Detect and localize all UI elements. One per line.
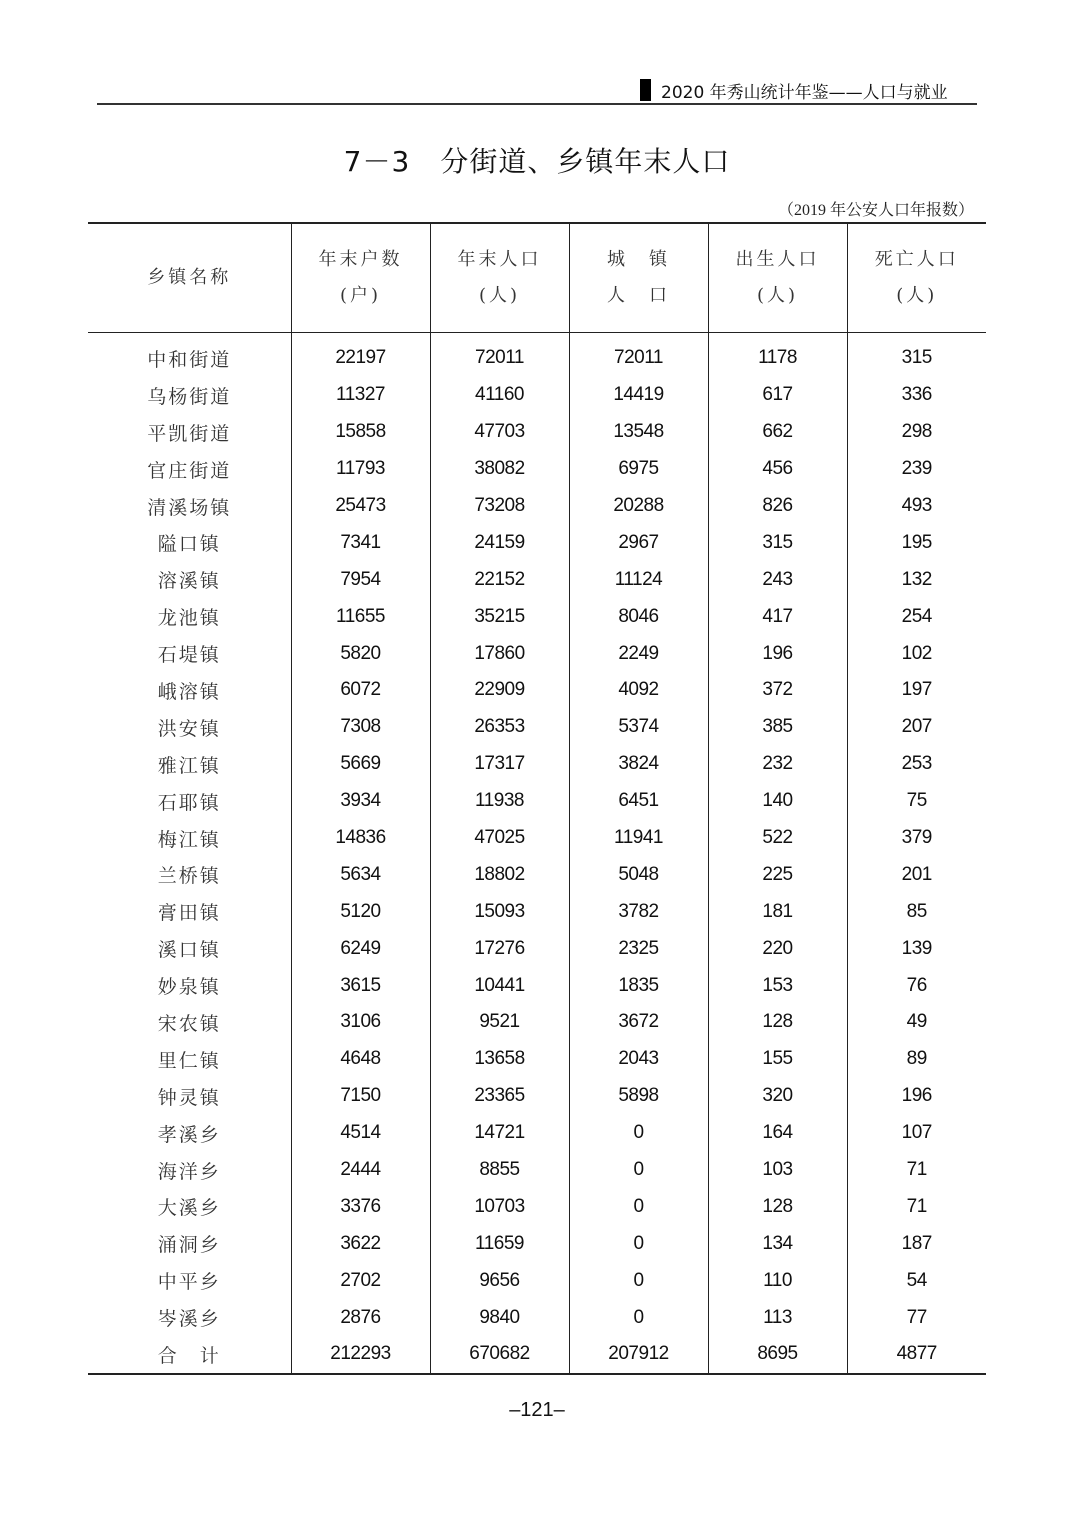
cell-births: 140 xyxy=(708,783,847,820)
cell-urban-population: 2043 xyxy=(569,1041,708,1078)
cell-population: 10703 xyxy=(430,1188,569,1225)
cell-deaths: 71 xyxy=(847,1152,986,1189)
cell-households: 3934 xyxy=(291,783,430,820)
cell-urban-population: 72011 xyxy=(569,333,708,377)
table-total-row xyxy=(88,1336,986,1374)
cell-deaths: 315 xyxy=(847,333,986,377)
cell-deaths: 139 xyxy=(847,930,986,967)
cell-population: 17276 xyxy=(430,930,569,967)
table-row xyxy=(88,1041,986,1078)
cell-households: 3622 xyxy=(291,1225,430,1262)
cell-town-name: 官庄街道 xyxy=(147,459,232,482)
table-row xyxy=(88,377,986,414)
cell-population: 15093 xyxy=(430,893,569,930)
cell-households: 25473 xyxy=(291,488,430,525)
cell-deaths: 298 xyxy=(847,414,986,451)
cell-population: 17860 xyxy=(430,635,569,672)
page-number: –121– xyxy=(509,1399,565,1421)
cell-households: 2876 xyxy=(291,1299,430,1336)
table-row xyxy=(88,709,986,746)
table-number: 7－3 xyxy=(343,145,411,178)
cell-households: 22197 xyxy=(291,333,430,377)
cell-population: 14721 xyxy=(430,1115,569,1152)
cell-urban-population: 5374 xyxy=(569,709,708,746)
table-row xyxy=(88,1078,986,1115)
table-title: 分街道、乡镇年末人口 xyxy=(440,145,731,178)
cell-population: 11659 xyxy=(430,1225,569,1262)
table-row xyxy=(88,524,986,561)
cell-town-name: 隘口镇 xyxy=(157,533,221,556)
cell-town-name: 中和街道 xyxy=(147,348,232,371)
cell-households: 5669 xyxy=(291,746,430,783)
table-row xyxy=(88,1225,986,1262)
cell-households: 212293 xyxy=(291,1336,430,1374)
cell-households: 4648 xyxy=(291,1041,430,1078)
cell-households: 2444 xyxy=(291,1152,430,1189)
cell-population: 17317 xyxy=(430,746,569,783)
cell-town-name: 钟灵镇 xyxy=(157,1086,221,1109)
cell-urban-population: 11124 xyxy=(569,561,708,598)
cell-deaths: 4877 xyxy=(847,1336,986,1374)
header-rule xyxy=(97,103,977,105)
cell-town-name: 溶溪镇 xyxy=(157,570,221,593)
cell-households: 15858 xyxy=(291,414,430,451)
cell-deaths: 197 xyxy=(847,672,986,709)
cell-town-name: 大溪乡 xyxy=(157,1197,221,1220)
cell-births: 522 xyxy=(708,820,847,857)
cell-population: 9840 xyxy=(430,1299,569,1336)
column-header-urban-population: 城 镇 人 口 xyxy=(569,223,708,333)
cell-deaths: 76 xyxy=(847,967,986,1004)
table-row xyxy=(88,672,986,709)
table-row xyxy=(88,783,986,820)
table-row xyxy=(88,856,986,893)
cell-population: 22909 xyxy=(430,672,569,709)
cell-deaths: 493 xyxy=(847,488,986,525)
cell-deaths: 207 xyxy=(847,709,986,746)
cell-population: 47025 xyxy=(430,820,569,857)
cell-urban-population: 0 xyxy=(569,1225,708,1262)
cell-town-name: 合 计 xyxy=(157,1344,221,1367)
cell-deaths: 336 xyxy=(847,377,986,414)
header-marker-block xyxy=(640,79,651,101)
cell-households: 4514 xyxy=(291,1115,430,1152)
cell-households: 11793 xyxy=(291,451,430,488)
cell-deaths: 239 xyxy=(847,451,986,488)
cell-households: 6249 xyxy=(291,930,430,967)
cell-households: 14836 xyxy=(291,820,430,857)
cell-town-name: 中平乡 xyxy=(157,1271,221,1294)
cell-town-name: 乌杨街道 xyxy=(147,385,232,408)
cell-households: 11655 xyxy=(291,598,430,635)
cell-urban-population: 0 xyxy=(569,1152,708,1189)
table-row xyxy=(88,746,986,783)
population-table xyxy=(88,222,986,1375)
cell-urban-population: 0 xyxy=(569,1299,708,1336)
cell-urban-population: 5048 xyxy=(569,856,708,893)
cell-households: 5120 xyxy=(291,893,430,930)
cell-births: 1178 xyxy=(708,333,847,377)
cell-households: 5634 xyxy=(291,856,430,893)
table-row xyxy=(88,1262,986,1299)
cell-deaths: 254 xyxy=(847,598,986,635)
cell-urban-population: 5898 xyxy=(569,1078,708,1115)
running-header xyxy=(640,78,948,102)
cell-town-name: 峨溶镇 xyxy=(157,680,221,703)
cell-births: 662 xyxy=(708,414,847,451)
table-row xyxy=(88,1004,986,1041)
cell-town-name: 溪口镇 xyxy=(157,939,221,962)
cell-deaths: 54 xyxy=(847,1262,986,1299)
cell-town-name: 孝溪乡 xyxy=(157,1123,221,1146)
cell-births: 320 xyxy=(708,1078,847,1115)
table-row xyxy=(88,1299,986,1336)
cell-population: 23365 xyxy=(430,1078,569,1115)
cell-births: 232 xyxy=(708,746,847,783)
cell-town-name: 涌洞乡 xyxy=(157,1234,221,1257)
cell-town-name: 宋农镇 xyxy=(157,1012,221,1035)
cell-births: 103 xyxy=(708,1152,847,1189)
cell-urban-population: 0 xyxy=(569,1115,708,1152)
cell-deaths: 195 xyxy=(847,524,986,561)
cell-deaths: 132 xyxy=(847,561,986,598)
cell-deaths: 107 xyxy=(847,1115,986,1152)
cell-deaths: 75 xyxy=(847,783,986,820)
cell-births: 243 xyxy=(708,561,847,598)
cell-deaths: 85 xyxy=(847,893,986,930)
cell-population: 24159 xyxy=(430,524,569,561)
cell-urban-population: 6975 xyxy=(569,451,708,488)
cell-town-name: 妙泉镇 xyxy=(157,976,221,999)
cell-urban-population: 2249 xyxy=(569,635,708,672)
cell-births: 315 xyxy=(708,524,847,561)
cell-population: 13658 xyxy=(430,1041,569,1078)
cell-urban-population: 13548 xyxy=(569,414,708,451)
cell-households: 3376 xyxy=(291,1188,430,1225)
cell-deaths: 196 xyxy=(847,1078,986,1115)
table-row xyxy=(88,561,986,598)
cell-births: 128 xyxy=(708,1188,847,1225)
cell-population: 22152 xyxy=(430,561,569,598)
cell-urban-population: 1835 xyxy=(569,967,708,1004)
column-header-town: 乡镇名称 xyxy=(147,267,232,288)
cell-population: 11938 xyxy=(430,783,569,820)
cell-deaths: 89 xyxy=(847,1041,986,1078)
table-row xyxy=(88,967,986,1004)
cell-deaths: 187 xyxy=(847,1225,986,1262)
cell-population: 18802 xyxy=(430,856,569,893)
cell-births: 153 xyxy=(708,967,847,1004)
cell-town-name: 清溪场镇 xyxy=(147,496,232,519)
cell-deaths: 201 xyxy=(847,856,986,893)
table-row xyxy=(88,451,986,488)
cell-urban-population: 14419 xyxy=(569,377,708,414)
cell-births: 181 xyxy=(708,893,847,930)
table-row xyxy=(88,635,986,672)
table-row xyxy=(88,893,986,930)
cell-population: 670682 xyxy=(430,1336,569,1374)
cell-population: 73208 xyxy=(430,488,569,525)
cell-births: 196 xyxy=(708,635,847,672)
table-row xyxy=(88,598,986,635)
cell-town-name: 龙池镇 xyxy=(157,607,221,630)
cell-households: 2702 xyxy=(291,1262,430,1299)
running-header-text: 2020 年秀山统计年鉴——人口与就业 xyxy=(661,82,948,103)
cell-urban-population: 8046 xyxy=(569,598,708,635)
cell-births: 826 xyxy=(708,488,847,525)
cell-households: 7308 xyxy=(291,709,430,746)
table-row xyxy=(88,414,986,451)
source-note: （2019 年公安人口年报数） xyxy=(777,202,974,219)
cell-households: 11327 xyxy=(291,377,430,414)
page-title xyxy=(0,140,1074,180)
cell-population: 9656 xyxy=(430,1262,569,1299)
cell-urban-population: 2325 xyxy=(569,930,708,967)
table-row xyxy=(88,1188,986,1225)
cell-households: 7150 xyxy=(291,1078,430,1115)
table-row xyxy=(88,333,986,377)
cell-town-name: 平凯街道 xyxy=(147,422,232,445)
cell-urban-population: 3672 xyxy=(569,1004,708,1041)
cell-births: 417 xyxy=(708,598,847,635)
cell-population: 41160 xyxy=(430,377,569,414)
cell-town-name: 洪安镇 xyxy=(157,717,221,740)
column-header-households: 年末户数 (户) xyxy=(291,223,430,333)
cell-deaths: 77 xyxy=(847,1299,986,1336)
cell-births: 8695 xyxy=(708,1336,847,1374)
cell-deaths: 379 xyxy=(847,820,986,857)
cell-births: 155 xyxy=(708,1041,847,1078)
cell-births: 617 xyxy=(708,377,847,414)
cell-town-name: 膏田镇 xyxy=(157,902,221,925)
cell-births: 134 xyxy=(708,1225,847,1262)
cell-urban-population: 6451 xyxy=(569,783,708,820)
cell-population: 38082 xyxy=(430,451,569,488)
cell-households: 7954 xyxy=(291,561,430,598)
cell-urban-population: 4092 xyxy=(569,672,708,709)
cell-households: 6072 xyxy=(291,672,430,709)
cell-town-name: 里仁镇 xyxy=(157,1049,221,1072)
table-row xyxy=(88,930,986,967)
cell-town-name: 兰桥镇 xyxy=(157,865,221,888)
column-header-births: 出生人口 (人) xyxy=(708,223,847,333)
cell-births: 128 xyxy=(708,1004,847,1041)
cell-population: 35215 xyxy=(430,598,569,635)
cell-births: 225 xyxy=(708,856,847,893)
cell-urban-population: 0 xyxy=(569,1262,708,1299)
table-row xyxy=(88,1115,986,1152)
table-header-row xyxy=(88,223,986,333)
cell-urban-population: 0 xyxy=(569,1188,708,1225)
cell-urban-population: 207912 xyxy=(569,1336,708,1374)
cell-population: 72011 xyxy=(430,333,569,377)
cell-births: 113 xyxy=(708,1299,847,1336)
cell-population: 8855 xyxy=(430,1152,569,1189)
cell-town-name: 梅江镇 xyxy=(157,828,221,851)
cell-town-name: 雅江镇 xyxy=(157,754,221,777)
cell-town-name: 海洋乡 xyxy=(157,1160,221,1183)
cell-households: 5820 xyxy=(291,635,430,672)
cell-births: 220 xyxy=(708,930,847,967)
cell-urban-population: 3782 xyxy=(569,893,708,930)
cell-deaths: 102 xyxy=(847,635,986,672)
cell-population: 9521 xyxy=(430,1004,569,1041)
cell-urban-population: 3824 xyxy=(569,746,708,783)
cell-deaths: 49 xyxy=(847,1004,986,1041)
cell-population: 10441 xyxy=(430,967,569,1004)
cell-deaths: 253 xyxy=(847,746,986,783)
cell-urban-population: 11941 xyxy=(569,820,708,857)
table-row xyxy=(88,820,986,857)
cell-town-name: 岑溪乡 xyxy=(157,1308,221,1331)
cell-urban-population: 20288 xyxy=(569,488,708,525)
cell-households: 3615 xyxy=(291,967,430,1004)
table-row xyxy=(88,488,986,525)
cell-population: 47703 xyxy=(430,414,569,451)
cell-town-name: 石堤镇 xyxy=(157,644,221,667)
cell-births: 456 xyxy=(708,451,847,488)
cell-town-name: 石耶镇 xyxy=(157,791,221,814)
cell-births: 372 xyxy=(708,672,847,709)
cell-births: 164 xyxy=(708,1115,847,1152)
column-header-population: 年末人口 (人) xyxy=(430,223,569,333)
column-header-deaths: 死亡人口 (人) xyxy=(847,223,986,333)
cell-population: 26353 xyxy=(430,709,569,746)
table-row xyxy=(88,1152,986,1189)
cell-births: 110 xyxy=(708,1262,847,1299)
cell-deaths: 71 xyxy=(847,1188,986,1225)
cell-households: 3106 xyxy=(291,1004,430,1041)
cell-households: 7341 xyxy=(291,524,430,561)
cell-births: 385 xyxy=(708,709,847,746)
cell-urban-population: 2967 xyxy=(569,524,708,561)
